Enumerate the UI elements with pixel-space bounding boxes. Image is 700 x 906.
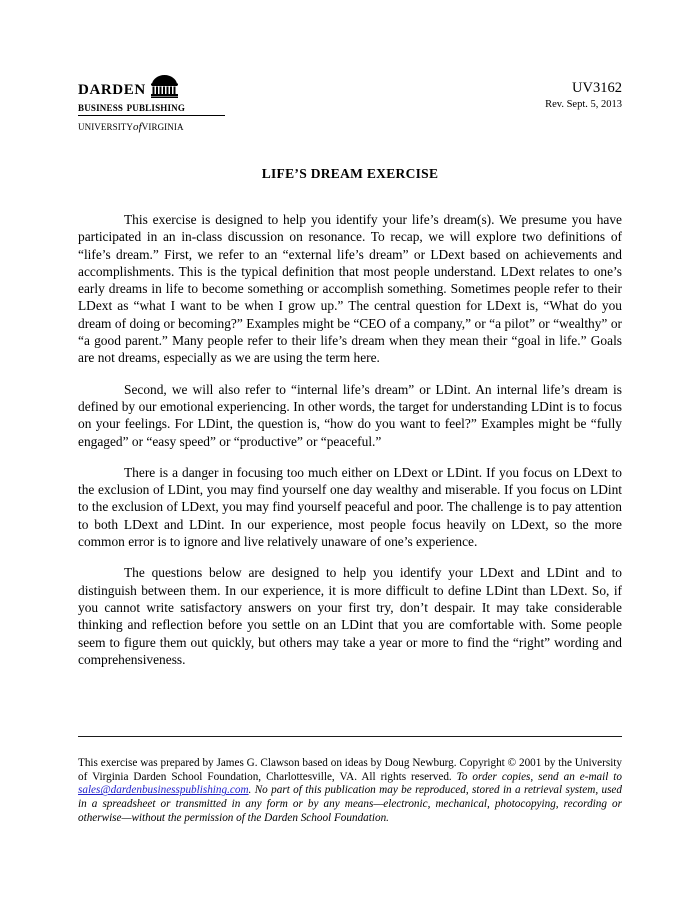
- logo-of-word: of: [133, 121, 142, 133]
- footer-copyright: [78, 757, 622, 826]
- logo-top-row: [78, 74, 238, 98]
- body-paragraph: Second, we will also refer to “internal life’s dream” or LDint. An internal life’s dream is defined by our emotional experiencing. In other words, the target for understanding LDint is to focus on your feelings. For LDint, the question is, “how do you want to feel?” Examples might be “fully engaged” or “easy speed” or “productive” or “peaceful.”: [78, 381, 622, 449]
- logo-university-word: university: [78, 118, 133, 133]
- page-title: LIFE’S DREAM EXERCISE: [261, 166, 439, 181]
- logo-virginia-word: virginia: [141, 118, 184, 133]
- footer-rights-text: . No part of this publication may be reproduced, stored in a retrieval system, used in a spreadsheet or transmitted in any form or by any means—electronic, mechanical, photocopying, recording or otherwise—without the permission of the Darden School Foundation.: [78, 784, 622, 824]
- body-paragraph: This exercise is designed to help you identify your life’s dream(s). We presume you have participated in an in-class discussion on resonance. To recap, we will explore two definitions of “life’s dream.” First, we refer to an “external life’s dream” or LDext based on achievements and accomplishments. This is the typical definition that most people understand. LDext relates to one’s early dreams in life to become something or accomplish something. Sometimes people refer to their LDext as “what I want to be when I grow up.” The central question for LDext is, “What do you dream of doing or becoming?” Examples might be “CEO of a company,” or “a pilot” or “wealthy” or “a good parent.” Many people refer to their life’s dream when they mean their “goal in life.” Goals are not dreams, especially as we are using the term here.: [78, 212, 622, 366]
- body-paragraph: There is a danger in focusing too much either on LDext or LDint. If you focus on LDext to the exclusion of LDint, you may find yourself one day wealthy and miserable. If you focus on LDint to the exclusion of LDext, you may find yourself peaceful and poor. The challenge is to pay attention to both LDext and LDint. In our experience, most people focus heavily on LDext, so the more common error is to ignore and live relatively unaware of one’s experience.: [78, 464, 622, 550]
- document-identifier: [545, 80, 622, 111]
- sales-email-link[interactable]: sales@dardenbusinesspublishing.com: [78, 784, 249, 797]
- logo-darden-text: darden: [78, 75, 146, 99]
- document-header: [78, 74, 622, 144]
- footer-divider: [78, 736, 622, 737]
- rotunda-icon: [151, 74, 178, 98]
- document-body: [78, 211, 622, 668]
- logo-business-publishing: business publishing: [78, 99, 225, 116]
- logo-university-of-virginia: [78, 118, 225, 135]
- footer-credit-text: This exercise was prepared by James G. Clawson based on ideas by Doug Newburg. Copyright © 2001 by the University of Virginia Darden School Foundation, Charlottesville, VA. All rights reserved.: [78, 757, 622, 783]
- footer-order-text: To order copies, send an e-mail to: [456, 770, 622, 783]
- document-revision-date: Rev. Sept. 5, 2013: [545, 99, 622, 110]
- body-paragraph: The questions below are designed to help you identify your LDext and LDint and to distinguish between them. In our experience, it is more difficult to define LDint than LDext. So, if you cannot write satisfactory answers on your first try, don’t despair. It may take considerable thinking and reflection before you settle on an LDint that you are comfortable with. Some people seem to figure them out quickly, but others may take a year or more to find the “right” wording and comprehensiveness.: [78, 565, 622, 667]
- document-number: UV3162: [572, 80, 622, 96]
- darden-logo: [78, 74, 238, 135]
